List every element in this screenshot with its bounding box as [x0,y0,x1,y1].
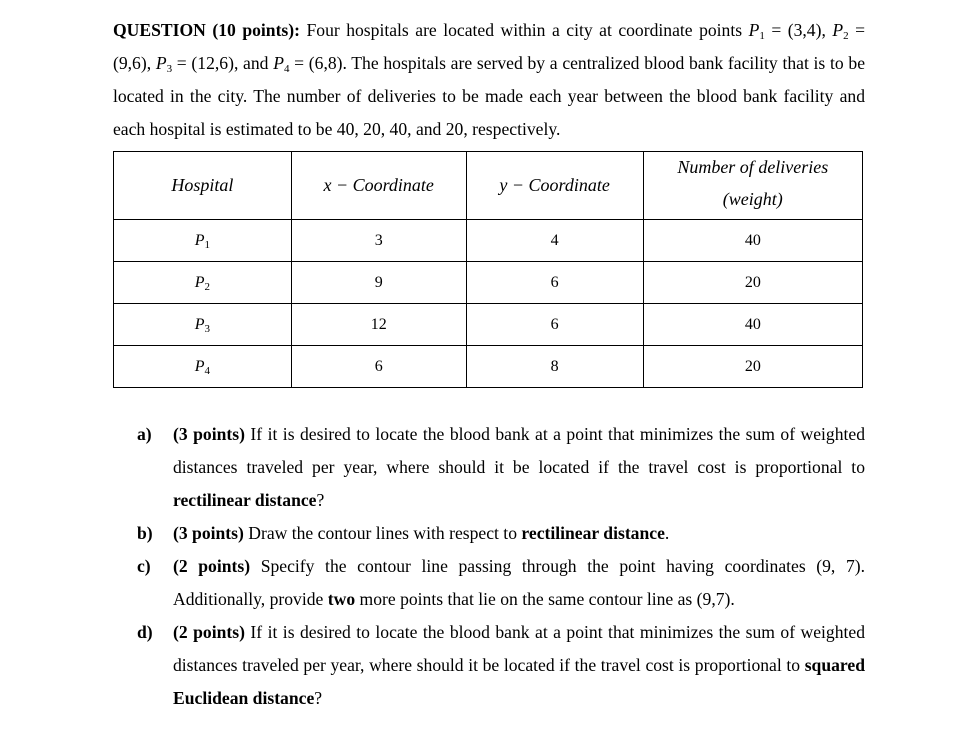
hospital-subscript: 1 [204,238,210,251]
table-row [114,220,863,262]
question-a-text: If it is desired to locate the blood bank at a point that minimizes the sum of weighted distances traveled per year, where should it be located if the travel cost is proportional to [173,424,865,477]
question-c-end: more points that lie on the same contour line as (9,7). [355,589,735,609]
question-b-bold: rectilinear distance [521,523,665,543]
p1-value: = (3,4), [764,20,826,40]
p4-value: = (6,8). [289,53,347,73]
p4-subscript: 4 [283,63,290,75]
p3-value: = (12,6), and [172,53,274,73]
question-a-end: ? [316,490,325,510]
hospital-table [113,151,863,388]
hospital-cell [114,304,292,346]
weight-cell: 40 [643,304,862,346]
weight-cell: 20 [643,346,862,388]
question-d [137,616,865,715]
question-b-label: b) [137,523,153,543]
table-row [114,346,863,388]
hospital-symbol: P [194,315,205,333]
question-d-label: d) [137,622,153,642]
question-d-text: If it is desired to locate the blood bank at a point that minimizes the sum of weighted distances traveled per year, where should it be located if the travel cost is proportional to [173,622,865,675]
header-x-coordinate: x − Coordinate [291,152,466,220]
question-b-points: (3 points) [173,523,244,543]
table-header-row [114,152,863,220]
y-cell: 8 [466,346,643,388]
hospital-cell [114,220,292,262]
y-cell: 6 [466,262,643,304]
weight-cell: 40 [643,220,862,262]
table-row [114,262,863,304]
p2-value: = (9,6), [113,20,866,73]
question-list [137,418,865,715]
p2-subscript: 2 [843,30,849,42]
question-a [137,418,865,517]
p4-symbol: P [273,53,284,73]
question-b-end: . [664,523,670,543]
header-weight-line2: (weight) [722,188,783,209]
question-c-label: c) [137,556,151,576]
x-cell: 3 [291,220,466,262]
header-weight [643,152,862,220]
question-d-end: ? [314,688,323,708]
question-a-label: a) [137,424,152,444]
question-label: QUESTION (10 points): [113,20,300,40]
p1-symbol: P [748,20,760,40]
hospital-symbol: P [194,357,205,375]
question-c-text: Specify the contour line passing through the point having coordinates (9, 7). Additionally, provide [173,556,865,609]
p3-subscript: 3 [166,63,173,75]
question-d-bold: squared Euclidean distance [173,655,865,708]
x-cell: 9 [291,262,466,304]
intro-text-2: The hospitals are served by a centralized blood bank facility that is to be located in the city. The number of deliveries to be made each year between the blood bank facility and each hospital is estimated to be 40, 20, 40, and 20, respectively. [113,53,866,139]
y-cell: 4 [466,220,643,262]
question-b-text: Draw the contour lines with respect to [243,523,522,543]
y-cell: 6 [466,304,643,346]
question-a-points: (3 points) [173,424,245,444]
weight-cell: 20 [643,262,862,304]
question-a-bold: rectilinear distance [173,490,317,510]
header-hospital: Hospital [114,152,292,220]
header-weight-line1: Number of deliveries [677,156,829,177]
p1-subscript: 1 [759,30,765,42]
hospital-subscript: 3 [204,322,210,335]
hospital-subscript: 4 [204,364,210,377]
question-intro [113,14,865,146]
intro-text-1: Four hospitals are located within a city at coordinate points [300,20,749,40]
x-cell: 12 [291,304,466,346]
question-d-points: (2 points) [173,622,245,642]
question-b [137,517,865,550]
question-c-points: (2 points) [173,556,251,576]
question-c-bold: two [327,589,356,609]
question-c [137,550,865,616]
hospital-symbol: P [194,231,205,249]
hospital-cell [114,262,292,304]
hospital-cell [114,346,292,388]
table-row [114,304,863,346]
header-y-coordinate: y − Coordinate [466,152,643,220]
hospital-subscript: 2 [204,280,210,293]
p2-symbol: P [832,20,844,40]
hospital-symbol: P [194,273,205,291]
x-cell: 6 [291,346,466,388]
p3-symbol: P [155,53,167,73]
